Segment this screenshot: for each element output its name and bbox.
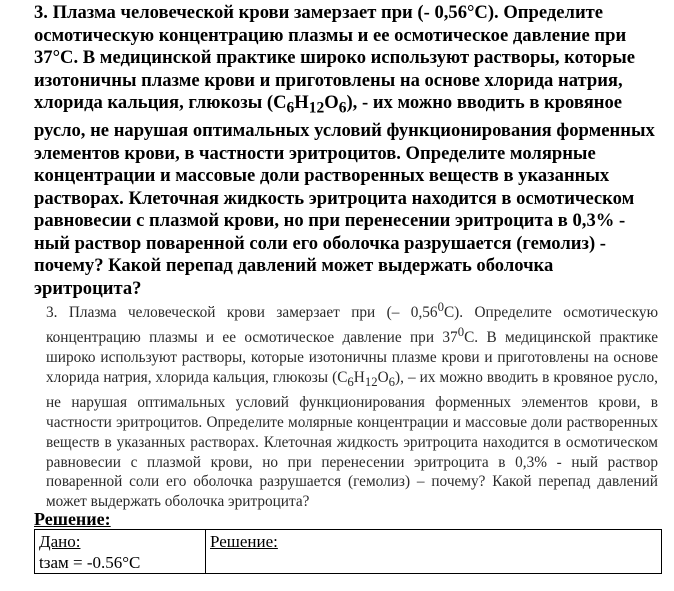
scanned-text-part: H (353, 368, 365, 386)
problem-text-part: O (324, 92, 339, 113)
scanned-problem-image (46, 298, 658, 512)
given-cell (35, 530, 206, 574)
problem-text-part: ), - их можно вводить в кровяное русло, не нарушая оптимальных условий функционирования форменных элементов крови, в частности эритроцитов. Определите молярные концентрации и массовые доли растворенных веществ в указанных растворах. Клеточная жидкость эритроцита находится в осмотическом равновесии с плазмой крови, но при перенесении эритроцита в 0,3% - ный раствор поваренной соли его оболочка разрушается (гемолиз) - почему? Какой перепад давлений может выдержать оболочка эритроцита? (34, 92, 655, 299)
subscript: 12 (308, 99, 325, 117)
scanned-text-part: С). Определите осмотическую концентрацию плазмы и ее осмотическое давление при 37 (46, 304, 658, 347)
problem-text-part: 3. Плазма человеческой крови замерзает при (- 0,56°С). Определите осмотическую концентрацию плазмы и ее осмотическое давление при 37°С. В медицинской практике широко используют растворы, которые изотоничны плазме крови и приготовлены на основе хлорида натрия, хлорида кальция, глюкозы (C (34, 2, 635, 113)
superscript: 0 (437, 300, 444, 314)
problem-text-part: H (294, 92, 309, 113)
solution-cell (206, 530, 662, 574)
given-value: tзам = -0.56°С (39, 553, 141, 572)
given-header: Дано: (39, 532, 81, 551)
subscript: 6 (388, 374, 396, 389)
scanned-text-part: O (377, 368, 389, 386)
scanned-text-part: 3. Плазма человеческой крови замерзает при (– 0,56 (46, 304, 438, 322)
subscript: 12 (364, 374, 378, 389)
problem-text (34, 2, 664, 300)
subscript: 6 (338, 99, 347, 117)
superscript: 0 (457, 325, 465, 339)
solution-heading: Решение: (34, 509, 111, 529)
solution-table (34, 529, 662, 574)
table-row (35, 530, 662, 574)
solution-header: Решение: (210, 532, 278, 551)
scanned-text-part: С. В медицинской практике широко используют растворы, которые изотоничны плазме крови и приготовлены на основе хлорида натрия, хлорида кальция, глюкозы (C (46, 329, 659, 386)
scanned-text-part: ), – их можно вводить в кровяное русло, не нарушая оптимальных условий функционирования форменных элементов крови, в частности эритроцитов. Определите молярные концентрации и массовые доли растворенных веществ в указанных растворах. Клеточная жидкость эритроцита находится в осмотическом равновесии с плазмой крови, но при перенесении эритроцита в 0,3% - ный раствор поваренной соли его оболочка разрушается (гемолиз) – почему? Какой перепад давлений может выдержать оболочка эритроцита? (46, 368, 658, 511)
subscript: 6 (347, 374, 354, 389)
subscript: 6 (286, 99, 295, 117)
